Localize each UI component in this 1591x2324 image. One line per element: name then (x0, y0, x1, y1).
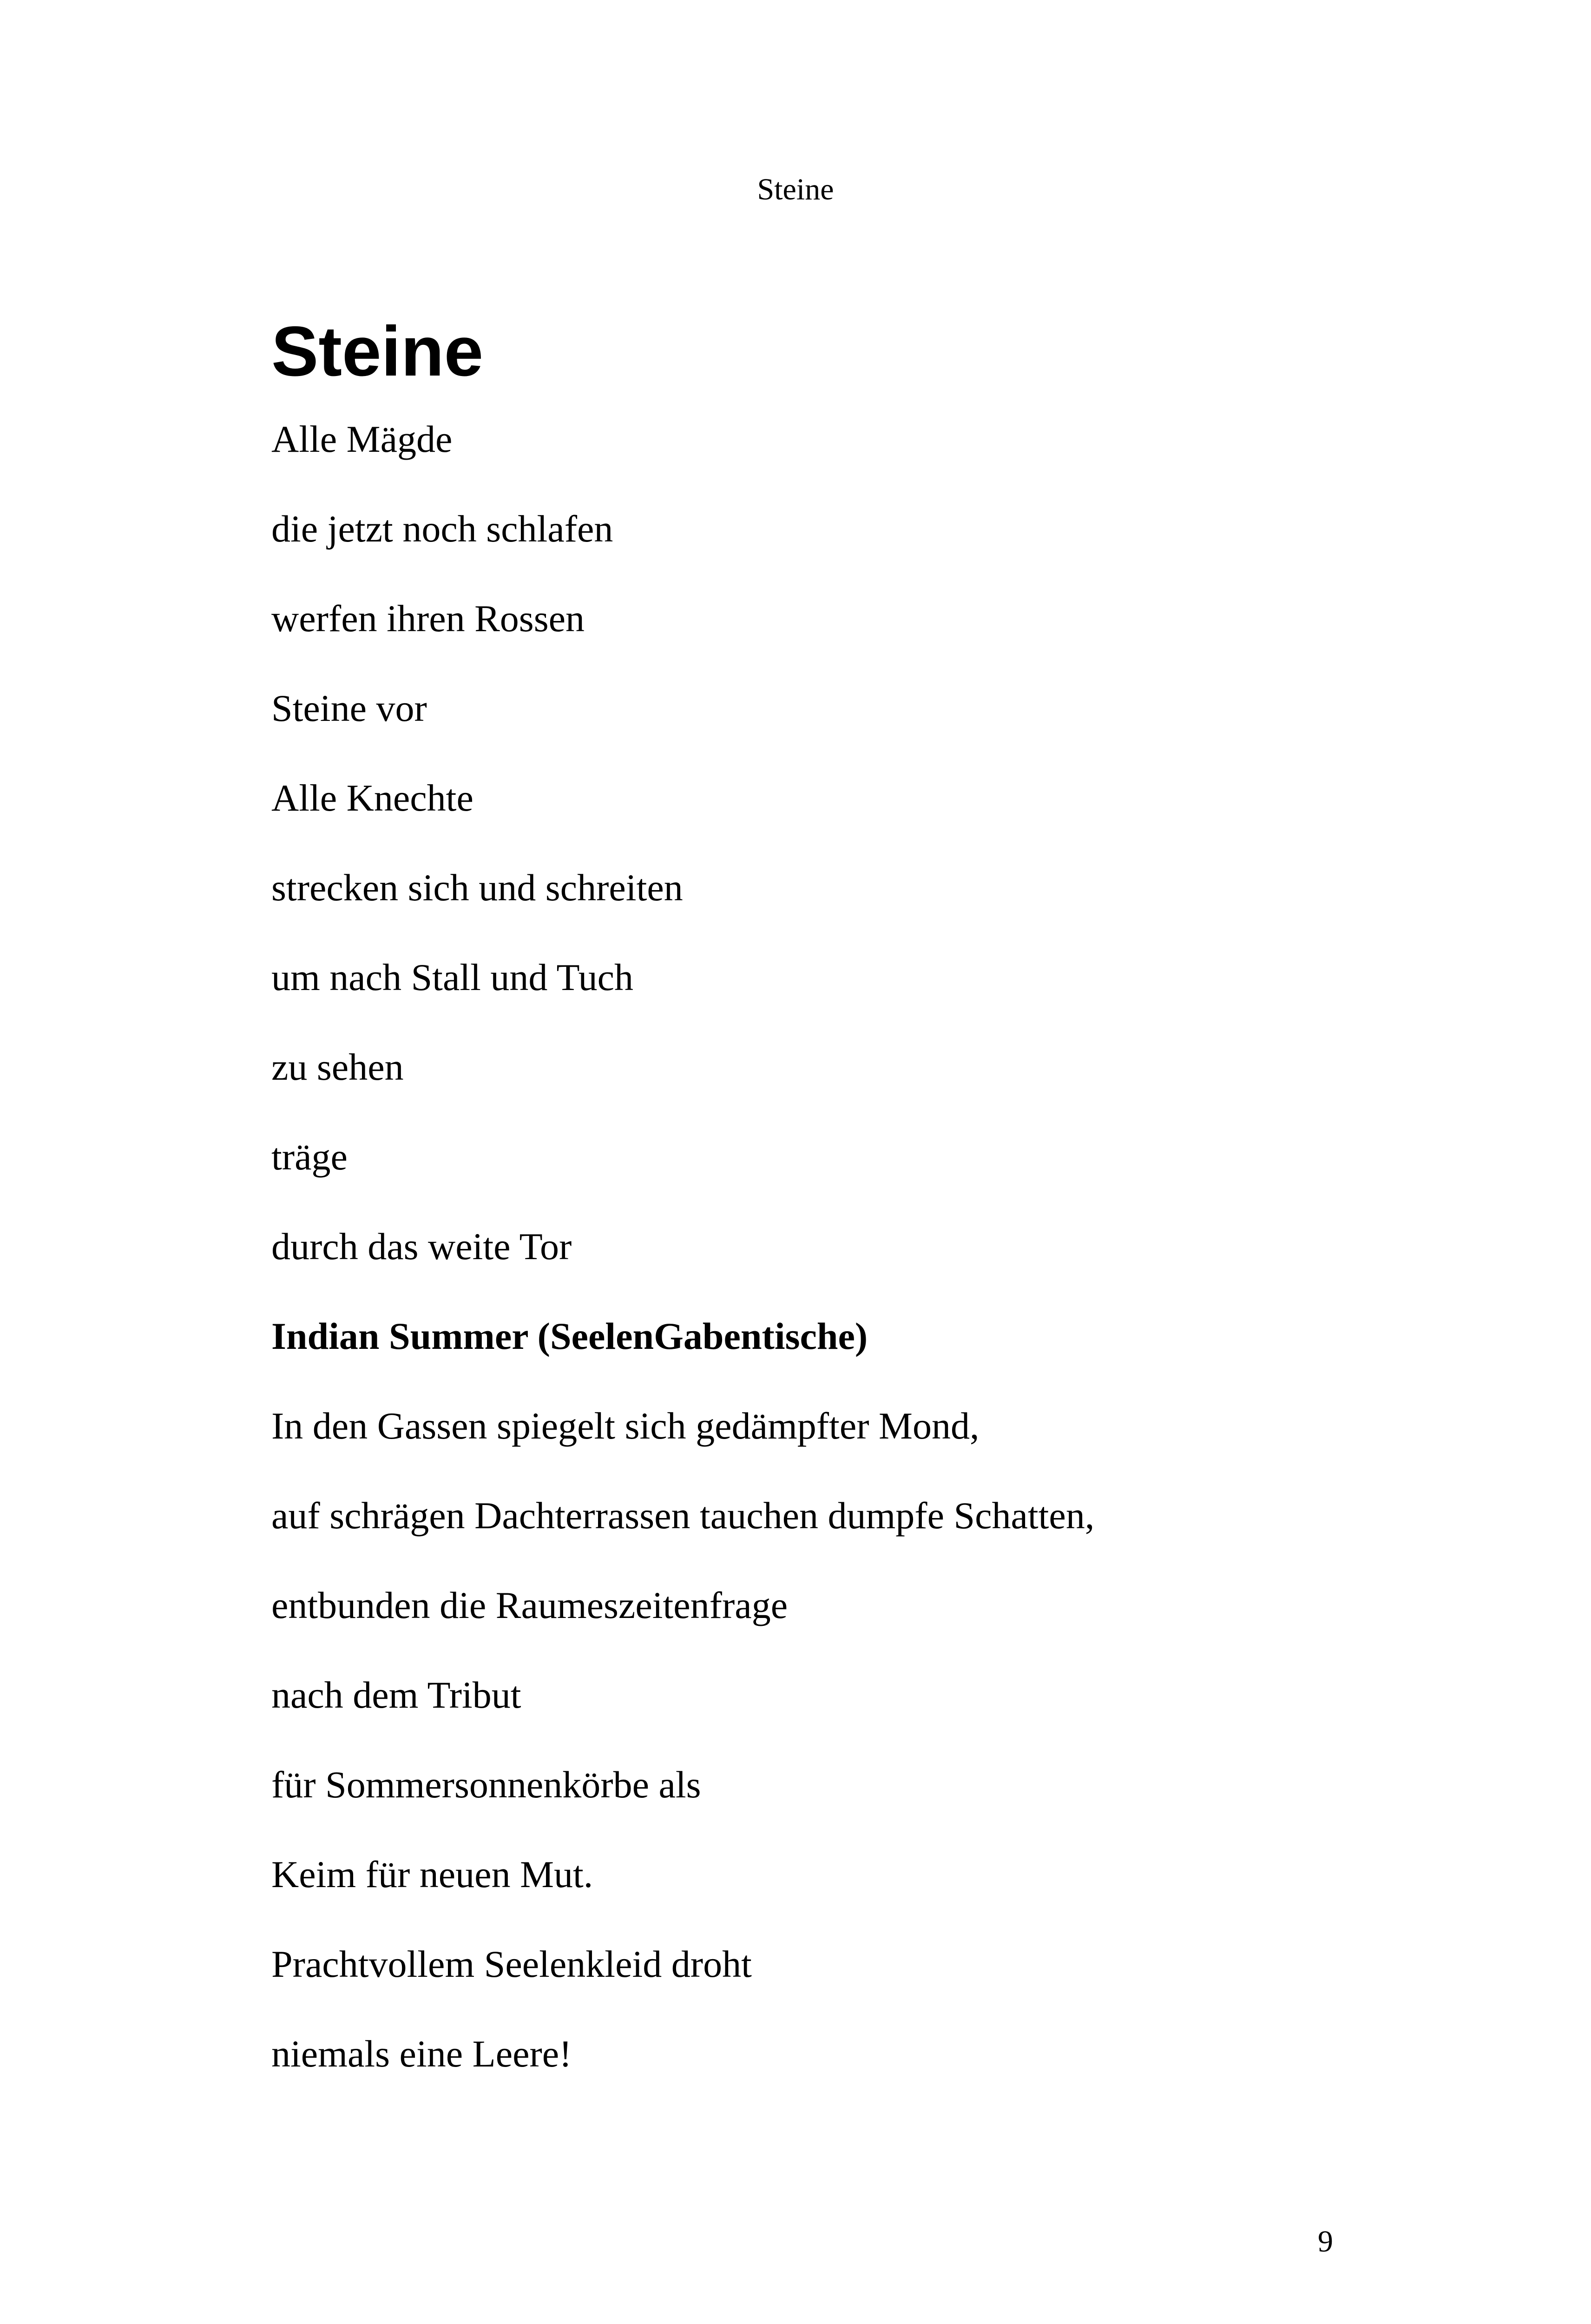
poem-line: Steine vor (271, 687, 427, 729)
poem-line: werfen ihren Rossen (271, 597, 585, 640)
poem-line: Alle Mägde (271, 418, 453, 460)
page-number: 9 (1318, 2225, 1333, 2258)
poem-line: nach dem Tribut (271, 1674, 521, 1716)
poem-subtitle: Indian Summer (SeelenGabentische) (271, 1315, 868, 1357)
poem-line: zu sehen (271, 1046, 404, 1088)
poem-line: träge (271, 1136, 348, 1178)
poem-line: strecken sich und schreiten (271, 866, 683, 909)
page-content (271, 312, 1340, 2125)
poem-line: um nach Stall und Tuch (271, 956, 634, 998)
poem-line: entbunden die Raumeszeitenfrage (271, 1584, 788, 1626)
running-header: Steine (757, 172, 834, 206)
poem-title: Steine (271, 312, 484, 391)
poem-line: Prachtvollem Seelenkleid droht (271, 1943, 752, 1985)
poem-line: In den Gassen spiegelt sich gedämpfter Mond, (271, 1405, 980, 1447)
poem-line: Keim für neuen Mut. (271, 1853, 593, 1895)
poem-line: durch das weite Tor (271, 1225, 572, 1268)
poem-line: Alle Knechte (271, 777, 473, 819)
poem-line: die jetzt noch schlafen (271, 508, 613, 550)
poem-line: für Sommersonnenkörbe als (271, 1763, 701, 1806)
poem-line: auf schrägen Dachterrassen tauchen dumpfe Schatten, (271, 1494, 1095, 1537)
poem-indian-summer (271, 1407, 1340, 2073)
poem-steine (271, 420, 1340, 1266)
poem-line: niemals eine Leere! (271, 2033, 572, 2075)
